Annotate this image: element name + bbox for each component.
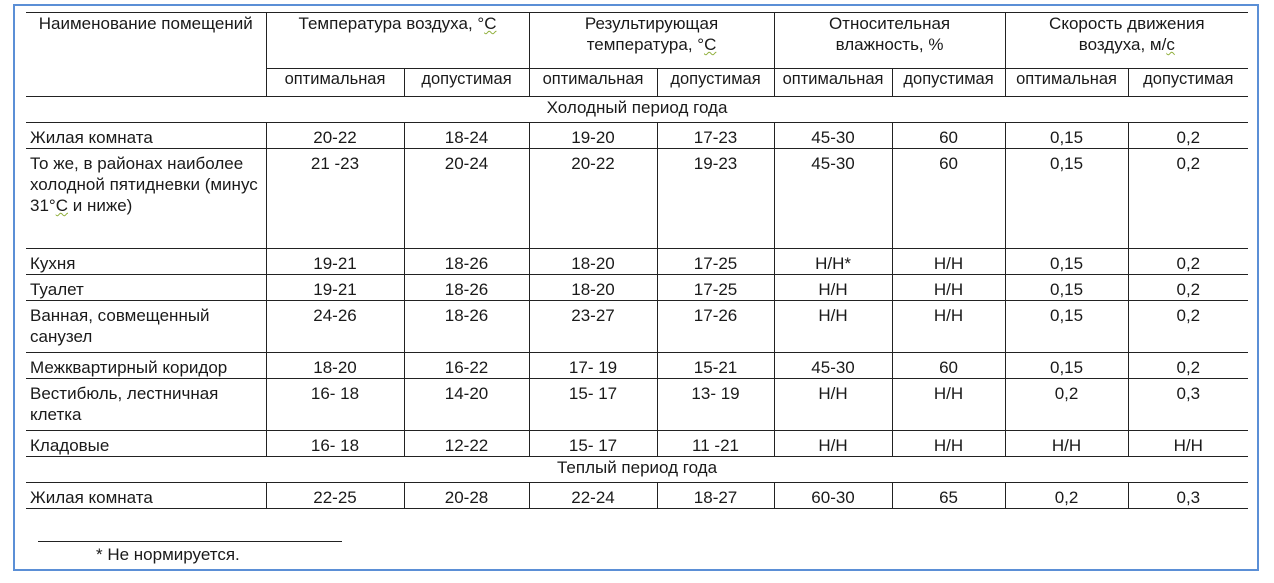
room-name: Кухня	[26, 249, 266, 275]
value-cell: 22-24	[529, 483, 657, 509]
header-air-speed: Скорость движения воздуха, м/с	[1005, 13, 1248, 69]
footnote: * Не нормируется.	[96, 545, 240, 564]
value-cell: 18-27	[657, 483, 774, 509]
value-cell: Н/Н	[774, 431, 892, 457]
value-cell: 65	[892, 483, 1005, 509]
subheader-allowed: допустимая	[892, 69, 1005, 97]
value-cell: 0,2	[1128, 123, 1248, 149]
value-cell: 19-21	[266, 275, 404, 301]
value-cell: 15- 17	[529, 379, 657, 431]
value-cell: 0,15	[1005, 249, 1128, 275]
value-cell: 16-22	[404, 353, 529, 379]
value-cell: 15-21	[657, 353, 774, 379]
value-cell: 14-20	[404, 379, 529, 431]
value-cell: 60	[892, 353, 1005, 379]
subheader-optimal: оптимальная	[529, 69, 657, 97]
value-cell: 45-30	[774, 123, 892, 149]
value-cell: 19-23	[657, 149, 774, 249]
header-result-temp: Результирующая температура, °C	[529, 13, 774, 69]
room-name: Ванная, совмещенный санузел	[26, 301, 266, 353]
value-cell: 45-30	[774, 149, 892, 249]
value-cell: 0,3	[1128, 379, 1248, 431]
value-cell: 17-26	[657, 301, 774, 353]
value-cell: 17-25	[657, 275, 774, 301]
period-row	[26, 457, 1248, 483]
value-cell: Н/Н	[892, 275, 1005, 301]
value-cell: 24-26	[266, 301, 404, 353]
value-cell: 20-22	[266, 123, 404, 149]
value-cell: 17-25	[657, 249, 774, 275]
value-cell: 20-22	[529, 149, 657, 249]
value-cell: 20-28	[404, 483, 529, 509]
value-cell: Н/Н	[774, 379, 892, 431]
table-row	[26, 301, 1248, 353]
value-cell: 21 -23	[266, 149, 404, 249]
value-cell: 22-25	[266, 483, 404, 509]
subheader-optimal: оптимальная	[774, 69, 892, 97]
value-cell: 15- 17	[529, 431, 657, 457]
value-cell: Н/Н	[892, 379, 1005, 431]
value-cell: Н/Н	[774, 301, 892, 353]
room-name: Жилая комната	[26, 123, 266, 149]
value-cell: 12-22	[404, 431, 529, 457]
table-row	[26, 249, 1248, 275]
value-cell: 16- 18	[266, 379, 404, 431]
value-cell: 11 -21	[657, 431, 774, 457]
value-cell: 0,3	[1128, 483, 1248, 509]
value-cell: 13- 19	[657, 379, 774, 431]
table-row	[26, 275, 1248, 301]
table-row	[26, 379, 1248, 431]
value-cell: 23-27	[529, 301, 657, 353]
subheader-allowed: допустимая	[404, 69, 529, 97]
value-cell: 0,2	[1128, 301, 1248, 353]
table-row	[26, 123, 1248, 149]
value-cell: Н/Н	[892, 301, 1005, 353]
room-name: Межквартирный коридор	[26, 353, 266, 379]
header-room: Наименование помещений	[26, 13, 266, 97]
value-cell: 60	[892, 149, 1005, 249]
value-cell: 0,2	[1128, 275, 1248, 301]
subheader-optimal: оптимальная	[1005, 69, 1128, 97]
value-cell: 18-26	[404, 301, 529, 353]
room-name: Кладовые	[26, 431, 266, 457]
value-cell: 18-26	[404, 275, 529, 301]
value-cell: 20-24	[404, 149, 529, 249]
value-cell: Н/Н	[1128, 431, 1248, 457]
value-cell: 17-23	[657, 123, 774, 149]
value-cell: 16- 18	[266, 431, 404, 457]
value-cell: 0,2	[1128, 353, 1248, 379]
room-name: Вестибюль, лестничная клетка	[26, 379, 266, 431]
value-cell: Н/Н	[892, 431, 1005, 457]
value-cell: 0,15	[1005, 123, 1128, 149]
value-cell: Н/Н	[1005, 431, 1128, 457]
period-row	[26, 97, 1248, 123]
value-cell: 0,15	[1005, 353, 1128, 379]
value-cell: 60	[892, 123, 1005, 149]
room-name: То же, в районах наиболее холодной пятидневки (минус 31°C и ниже)	[26, 149, 266, 249]
value-cell: 0,15	[1005, 149, 1128, 249]
value-cell: 0,2	[1128, 149, 1248, 249]
value-cell: 19-20	[529, 123, 657, 149]
value-cell: 18-26	[404, 249, 529, 275]
value-cell: Н/Н*	[774, 249, 892, 275]
value-cell: 18-20	[529, 249, 657, 275]
value-cell: 45-30	[774, 353, 892, 379]
room-name: Туалет	[26, 275, 266, 301]
subheader-allowed: допустимая	[1128, 69, 1248, 97]
table-row	[26, 431, 1248, 457]
room-name: Жилая комната	[26, 483, 266, 509]
header-row	[26, 13, 1248, 69]
value-cell: 18-20	[529, 275, 657, 301]
value-cell: 60-30	[774, 483, 892, 509]
table-row	[26, 483, 1248, 509]
value-cell: 17- 19	[529, 353, 657, 379]
table-row	[26, 149, 1248, 249]
header-air-temp: Температура воздуха, °C	[266, 13, 529, 69]
value-cell: 18-24	[404, 123, 529, 149]
subheader-optimal: оптимальная	[266, 69, 404, 97]
value-cell: 19-21	[266, 249, 404, 275]
value-cell: 0,2	[1005, 379, 1128, 431]
footnote-separator	[38, 541, 342, 542]
header-humidity: Относительная влажность, %	[774, 13, 1005, 69]
value-cell: 18-20	[266, 353, 404, 379]
value-cell: 0,2	[1005, 483, 1128, 509]
table-row	[26, 353, 1248, 379]
norms-table	[26, 12, 1248, 509]
value-cell: Н/Н	[892, 249, 1005, 275]
value-cell: Н/Н	[774, 275, 892, 301]
period-title: Теплый период года	[26, 457, 1248, 483]
subheader-allowed: допустимая	[657, 69, 774, 97]
period-title: Холодный период года	[26, 97, 1248, 123]
value-cell: 0,15	[1005, 301, 1128, 353]
value-cell: 0,15	[1005, 275, 1128, 301]
value-cell: 0,2	[1128, 249, 1248, 275]
